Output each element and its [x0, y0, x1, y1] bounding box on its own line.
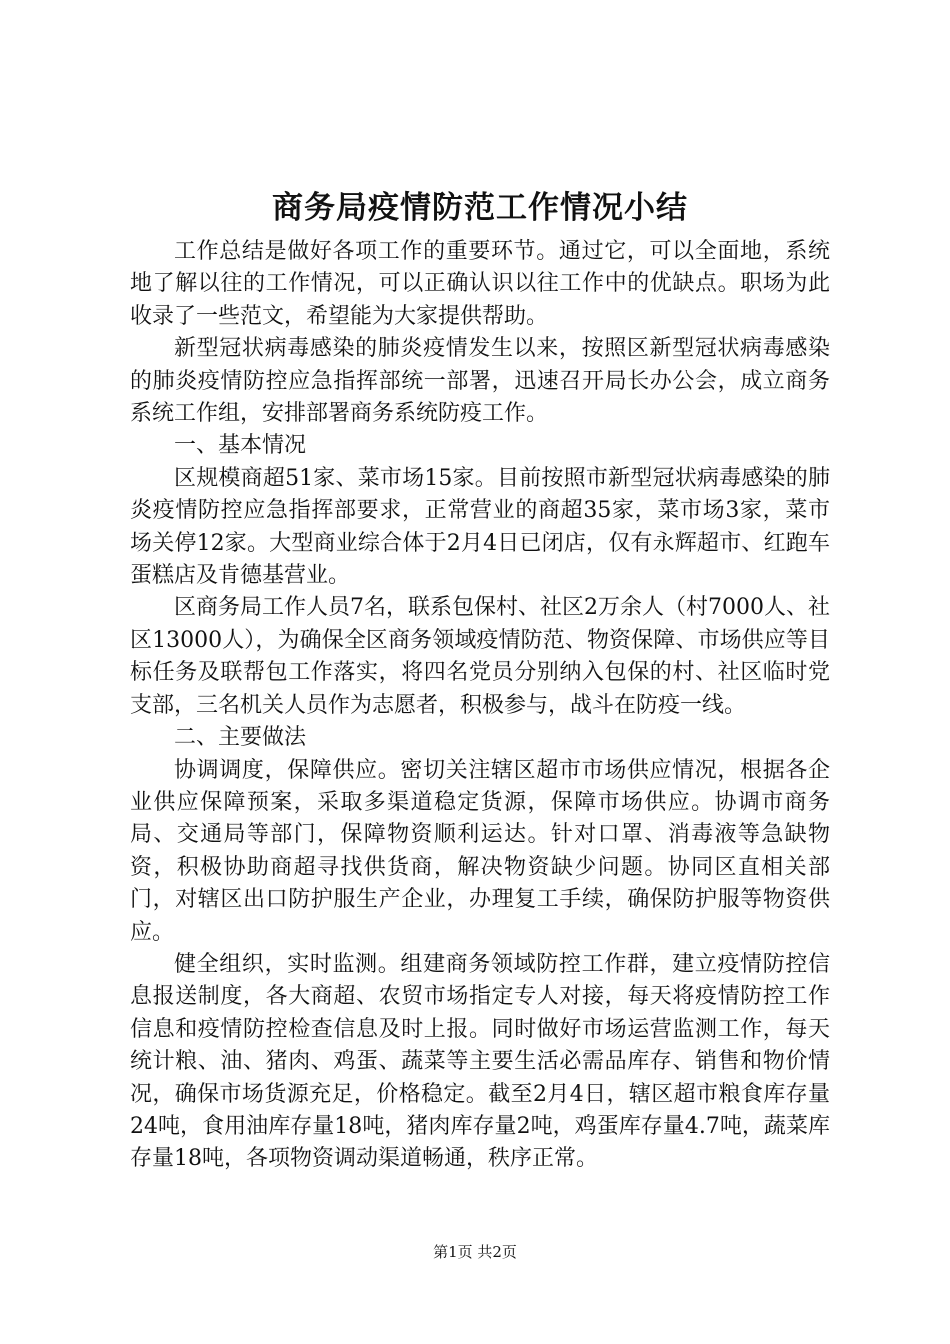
section-heading-basic: 一、基本情况 — [174, 433, 307, 459]
page-number: 第1页 共2页 — [433, 1243, 517, 1261]
paragraph-measures-supply: 协调调度，保障供应。密切关注辖区超市市场供应情况，根据各企业供应保障预案，采取多渠道稳定货源，保障市场供应。协调市商务局、交通局等部门，保障物资顺利运达。针对口罩、消毒液等急缺物资，积极协助商超寻找供货商，解决物资缺少问题。协同区直相关部门，对辖区出口防护服生产企业，办理复工手续，确保防护服等物资供应。 — [130, 757, 830, 945]
page-footer — [0, 1240, 950, 1264]
section-heading-measures: 二、主要做法 — [174, 725, 307, 751]
paragraph-intro: 工作总结是做好各项工作的重要环节。通过它，可以全面地，系统地了解以往的工作情况，可以正确认识以往工作中的优缺点。职场为此收录了一些范文，希望能为大家提供帮助。 — [130, 239, 830, 329]
paragraph-basic-stores: 区规模商超51家、菜市场15家。目前按照市新型冠状病毒感染的肺炎疫情防控应急指挥部要求，正常营业的商超35家，菜市场3家，菜市场关停12家。大型商业综合体于2月4日已闭店，仅有永辉超市、红跑车蛋糕店及肯德基营业。 — [130, 465, 830, 589]
paragraph-background: 新型冠状病毒感染的肺炎疫情发生以来，按照区新型冠状病毒感染的肺炎疫情防控应急指挥部统一部署，迅速召开局长办公会，成立商务系统工作组，安排部署商务系统防疫工作。 — [130, 336, 830, 427]
paragraph-basic-staff: 区商务局工作人员7名，联系包保村、社区2万余人（村7000人、社区13000人），为确保全区商务领域疫情防范、物资保障、市场供应等目标任务及联帮包工作落实，将四名党员分别纳入包保的村、社区临时党支部，三名机关人员作为志愿者，积极参与，战斗在防疫一线。 — [130, 595, 830, 718]
document-body — [130, 236, 830, 1176]
document-title: 商务局疫情防范工作情况小结 — [272, 190, 688, 226]
paragraph-measures-monitoring: 健全组织，实时监测。组建商务领域防控工作群，建立疫情防控信息报送制度，各大商超、农贸市场指定专人对接，每天将疫情防控工作信息和疫情防控检查信息及时上报。同时做好市场运营监测工作，每天统计粮、油、猪肉、鸡蛋、蔬菜等主要生活必需品库存、销售和物价情况，确保市场货源充足，价格稳定。截至2月4日，辖区超市粮食库存量24吨，食用油库存量18吨，猪肉库存量2吨，鸡蛋库存量4.7吨，蔬菜库存量18吨，各项物资调动渠道畅通，秩序正常。 — [130, 951, 830, 1172]
